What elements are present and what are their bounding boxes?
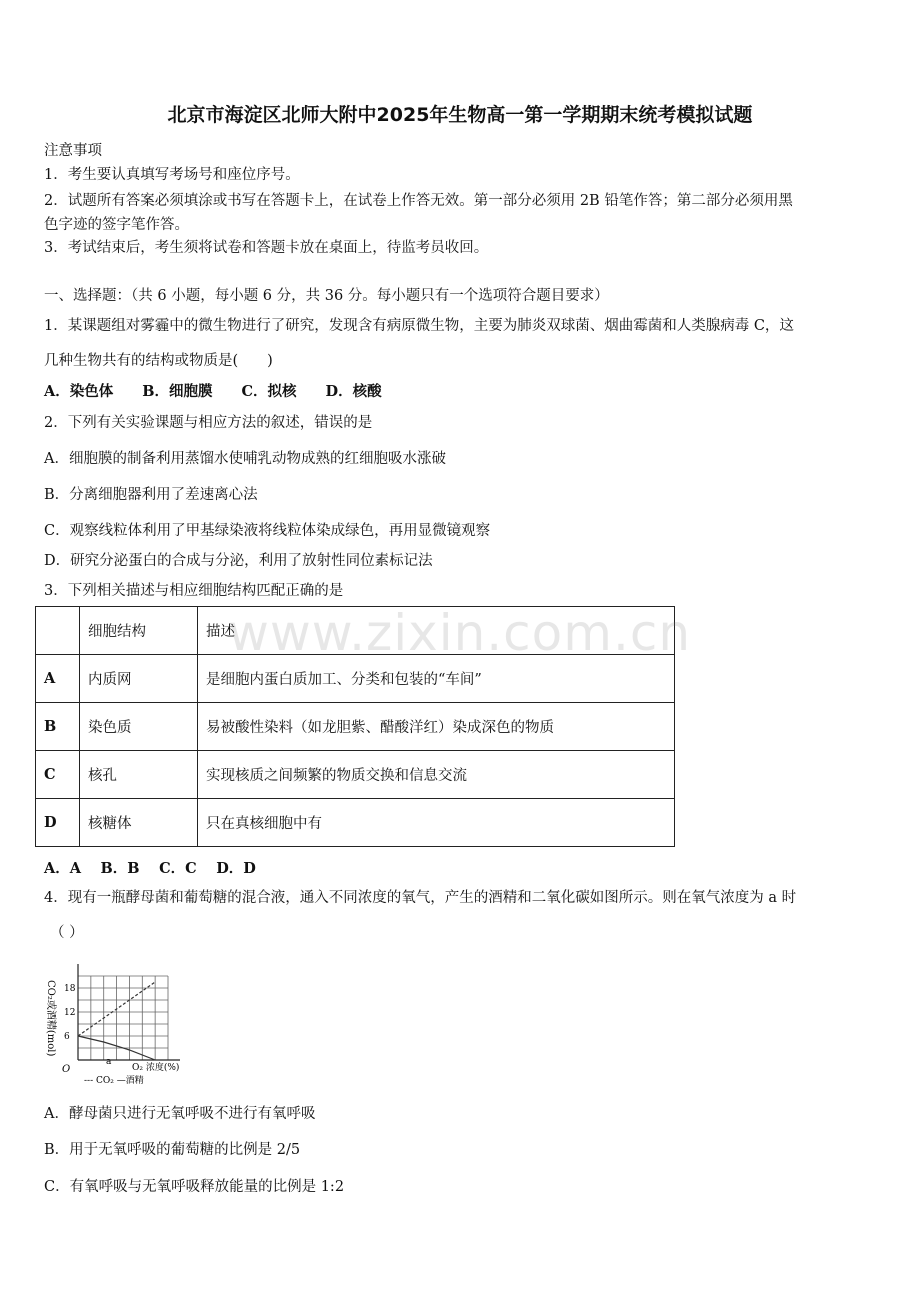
q2-stem: 2．下列有关实验课题与相应方法的叙述，错误的是 <box>44 415 373 431</box>
y-tick-label: 18 <box>64 984 76 994</box>
q3-options: A．A B．B C．C D．D <box>44 860 256 877</box>
table-cell: 内质网 <box>80 655 198 703</box>
q1-stem: 1．某课题组对雾霾中的微生物进行了研究，发现含有病原微生物，主要为肺炎双球菌、烟曲霉菌和人类腺病毒 C，这 <box>44 318 794 334</box>
table-cell: D <box>36 799 80 847</box>
q4-stem: 4．现有一瓶酵母菌和葡萄糖的混合液，通入不同浓度的氧气，产生的酒精和二氧化碳如图所示。则在氧气浓度为 a 时 <box>44 890 797 906</box>
q2-option-d: D．研究分泌蛋白的合成与分泌，利用了放射性同位素标记法 <box>44 553 433 569</box>
table-cell: 核孔 <box>80 751 198 799</box>
y-tick-label: 12 <box>64 1008 76 1018</box>
table-cell: 实现核质之间频繁的物质交换和信息交流 <box>198 751 675 799</box>
q2-option-a: A．细胞膜的制备利用蒸馏水使哺乳动物成熟的红细胞吸水涨破 <box>44 451 446 467</box>
chart-y-label: CO₂或酒精(mol) <box>45 980 56 1057</box>
q4-option-a: A．酵母菌只进行无氧呼吸不进行有氧呼吸 <box>44 1106 316 1122</box>
q2-option-c: C．观察线粒体利用了甲基绿染液将线粒体染成绿色，再用显微镜观察 <box>44 523 491 539</box>
chart-grid <box>64 964 180 1060</box>
table-row <box>36 703 675 751</box>
chart-legend: --- CO₂ —酒精 <box>84 1076 144 1086</box>
q1-stem-cont: 几种生物共有的结构或物质是( ) <box>44 353 273 369</box>
table-cell: 核糖体 <box>80 799 198 847</box>
notice-item: 色字迹的签字笔作答。 <box>44 217 189 233</box>
table-cell: 染色质 <box>80 703 198 751</box>
notice-heading: 注意事项 <box>44 143 102 159</box>
table-row <box>36 799 675 847</box>
table-cell: 只在真核细胞中有 <box>198 799 675 847</box>
table-cell: 是细胞内蛋白质加工、分类和包装的“车间” <box>198 655 675 703</box>
q4-chart <box>40 952 190 1092</box>
chart-x-marker: a <box>106 1057 112 1067</box>
table-cell: C <box>36 751 80 799</box>
table-header-cell <box>36 607 80 655</box>
notice-item: 2．试题所有答案必须填涂或书写在答题卡上，在试卷上作答无效。第一部分必须用 2B 铅笔作答；第二部分必须用黑 <box>44 193 793 209</box>
table-row <box>36 751 675 799</box>
table-cell: B <box>36 703 80 751</box>
page-title: 北京市海淀区北师大附中2025年生物高一第一学期期末统考模拟试题 <box>167 104 753 126</box>
q4-option-b: B．用于无氧呼吸的葡萄糖的比例是 2/5 <box>44 1142 301 1158</box>
section-heading: 一、选择题：（共 6 小题，每小题 6 分，共 36 分。每小题只有一个选项符合题目要求） <box>44 288 609 304</box>
watermark: www.zixin.com.cn <box>228 604 692 662</box>
notice-item: 3．考试结束后，考生须将试卷和答题卡放在桌面上，待监考员收回。 <box>44 240 489 256</box>
q2-option-b: B．分离细胞器利用了差速离心法 <box>44 487 258 503</box>
q3-stem: 3．下列相关描述与相应细胞结构匹配正确的是 <box>44 583 344 599</box>
chart-origin-label: O <box>62 1064 71 1075</box>
q4-option-c: C．有氧呼吸与无氧呼吸释放能量的比例是 1:2 <box>44 1179 345 1195</box>
chart-x-label: O₂ 浓度(%) <box>132 1063 180 1073</box>
table-header-cell: 细胞结构 <box>80 607 198 655</box>
q1-options: A．染色体 B．细胞膜 C．拟核 D．核酸 <box>44 383 382 400</box>
table-cell: 易被酸性染料（如龙胆紫、醋酸洋红）染成深色的物质 <box>198 703 675 751</box>
q4-stem-cont: （ ） <box>50 925 84 941</box>
y-tick-label: 6 <box>64 1032 70 1042</box>
notice-item: 1．考生要认真填写考场号和座位序号。 <box>44 167 300 183</box>
table-header-cell: 描述 <box>198 607 675 655</box>
table-cell: A <box>36 655 80 703</box>
